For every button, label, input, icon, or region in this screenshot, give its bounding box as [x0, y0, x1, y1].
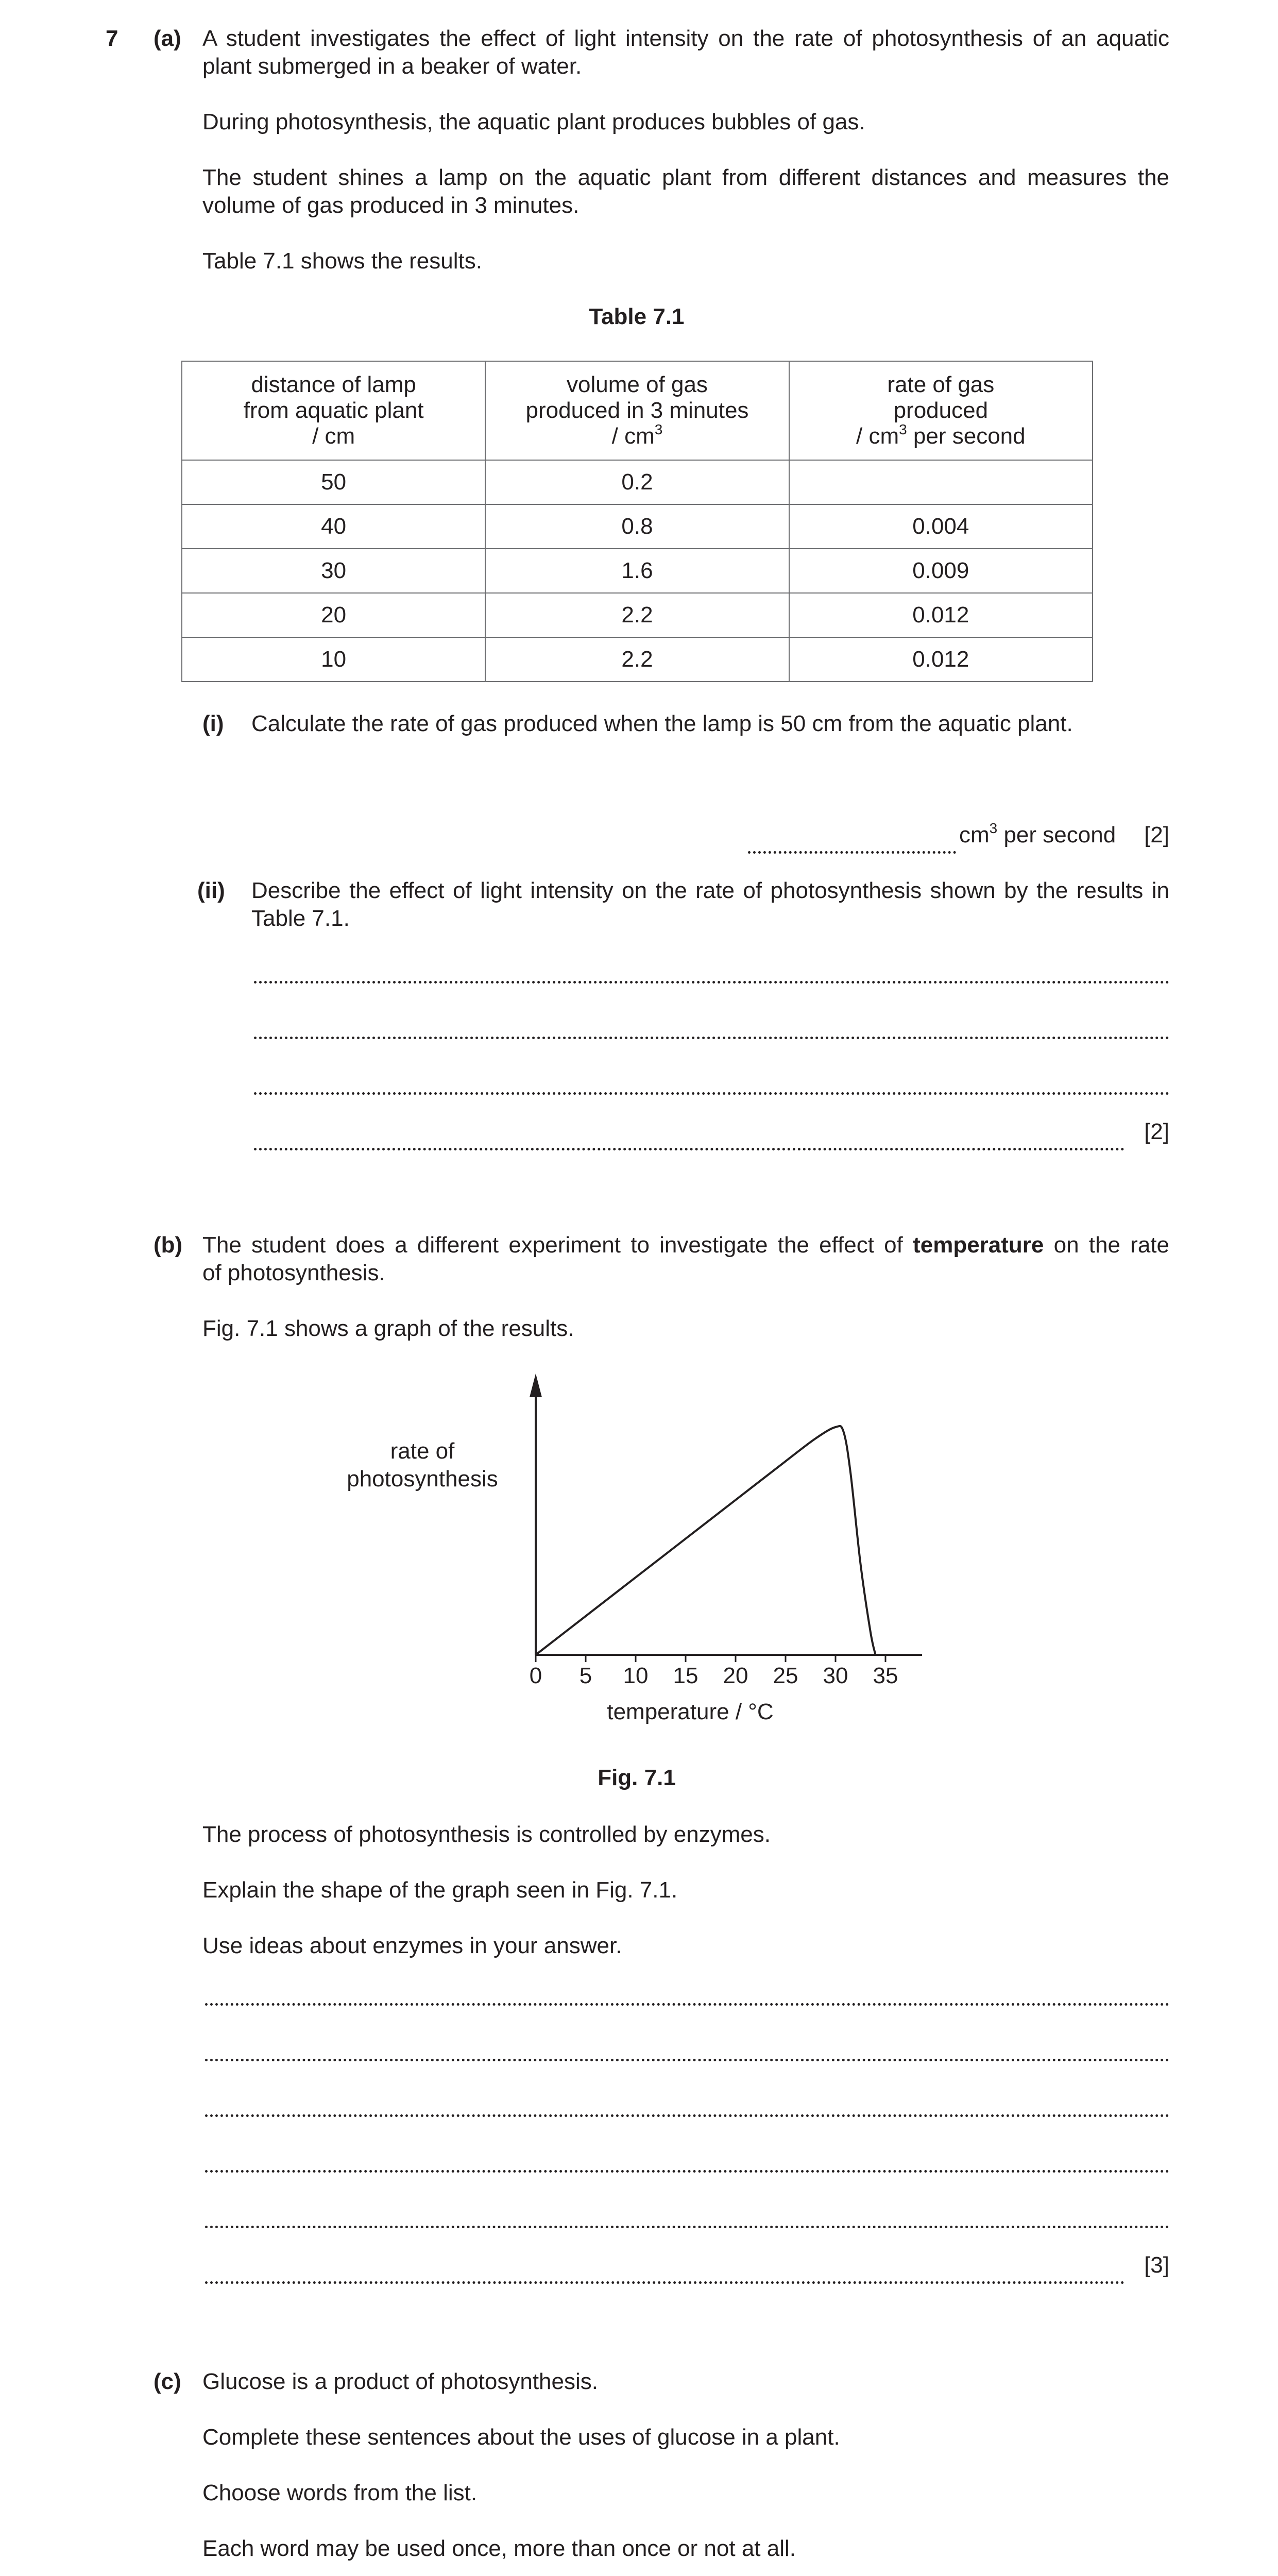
table-cell: 2.2 [485, 637, 789, 682]
table-cell: 10 [182, 637, 485, 682]
table-row [182, 460, 1093, 504]
part-a-ii-label: (ii) [197, 878, 225, 903]
part-a-para3 [202, 164, 1169, 219]
answer-line-a-i[interactable] [748, 851, 956, 854]
answer-line-a-ii-4[interactable] [254, 1148, 1124, 1150]
part-a-intro-line1: A student investigates the effect of light intensity on the rate of photosynthesis of an aquatic [202, 26, 1169, 51]
rate-curve [536, 1426, 876, 1655]
table-cell: 0.012 [789, 637, 1093, 682]
answer-line-b-4[interactable] [205, 2170, 1169, 2173]
x-tick-label: 10 [623, 1663, 649, 1688]
x-tick-label: 35 [873, 1663, 898, 1688]
graph-ylabel: rate of photosynthesis [347, 1438, 498, 1492]
part-a-ii-text: Describe the effect of light intensity on the rate of photosynthesis shown by the results in Table 7.1. [251, 878, 1169, 931]
answer-line-a-ii-1[interactable] [254, 981, 1169, 984]
header-rate: rate of gas produced / $cm^3$ per second [789, 361, 1093, 460]
table-header-row [182, 361, 1093, 460]
part-c-para3: Choose words from the list. [202, 2480, 478, 2505]
table-cell: 50 [182, 460, 485, 504]
table-cell: 30 [182, 549, 485, 593]
part-c-text: Glucose is a product of photosynthesis. [202, 2369, 598, 2394]
table-row [182, 637, 1093, 682]
graph-axes [530, 1374, 922, 1655]
header-distance: distance of lamp from aquatic plant / cm [182, 361, 485, 460]
table-cell: 2.2 [485, 593, 789, 637]
table-cell: 0.8 [485, 504, 789, 549]
part-b-para-explain: Explain the shape of the graph seen in Fig. 7.1. [202, 1877, 678, 1903]
part-b-para-use: Use ideas about enzymes in your answer. [202, 1933, 622, 1958]
marks-a-i: [2] [1144, 822, 1169, 848]
part-b-fig-intro: Fig. 7.1 shows a graph of the results. [202, 1316, 574, 1341]
table-cell: 1.6 [485, 549, 789, 593]
table-cell: 0.2 [485, 460, 789, 504]
x-tick-marks [536, 1655, 885, 1662]
marks-b: [3] [1144, 2252, 1169, 2278]
results-table [181, 361, 1093, 682]
table-row [182, 504, 1093, 549]
answer-line-b-2[interactable] [205, 2059, 1169, 2061]
y-axis-arrowhead [530, 1374, 542, 1397]
part-a-para3-line1: The student shines a lamp on the aquatic plant from different distances and measures the [202, 165, 1169, 190]
answer-line-b-1[interactable] [205, 2003, 1169, 2006]
x-tick-label: 30 [823, 1663, 848, 1688]
part-c-label: (c) [154, 2369, 181, 2394]
part-a-i-label: (i) [202, 711, 224, 736]
table-cell: 20 [182, 593, 485, 637]
part-c-para2: Complete these sentences about the uses of glucose in a plant. [202, 2425, 840, 2450]
table-row [182, 593, 1093, 637]
answer-line-b-3[interactable] [205, 2114, 1169, 2117]
answer-line-b-5[interactable] [205, 2226, 1169, 2228]
graph-xlabel: temperature / °C [607, 1699, 774, 1724]
part-b-text: The student does a different experiment to investigate the effect of temperature on the rate of photosynthesis. [202, 1232, 1169, 1285]
header-volume: volume of gas produced in 3 minutes / $cm^3$ [485, 361, 789, 460]
part-a-intro [202, 25, 1169, 80]
part-a-para3-line2: volume of gas produced in 3 minutes. [202, 193, 580, 218]
answer-line-a-ii-2[interactable] [254, 1037, 1169, 1039]
answer-line-a-ii-3[interactable] [254, 1092, 1169, 1095]
x-tick-label: 15 [673, 1663, 698, 1688]
answer-unit-a-i: $cm^3$ per second [959, 820, 1116, 848]
part-c-para4: Each word may be used once, more than once or not at all. [202, 2536, 796, 2561]
part-a-para2: During photosynthesis, the aquatic plant produces bubbles of gas. [202, 109, 865, 134]
part-a-i-text: Calculate the rate of gas produced when the lamp is 50 cm from the aquatic plant. [251, 711, 1073, 736]
question-number: 7 [106, 26, 118, 51]
x-tick-label: 20 [723, 1663, 748, 1688]
part-b-para-enzymes: The process of photosynthesis is controlled by enzymes. [202, 1822, 771, 1847]
part-a-label: (a) [154, 26, 181, 51]
answer-line-b-6[interactable] [205, 2281, 1124, 2284]
marks-a-ii: [2] [1144, 1119, 1169, 1144]
x-tick-label: 25 [773, 1663, 798, 1688]
x-tick-label: 5 [579, 1663, 592, 1688]
table-cell: 0.009 [789, 549, 1093, 593]
table-cell-answer-blank[interactable] [789, 460, 1093, 504]
table-caption: Table 7.1 [589, 304, 685, 329]
part-a-intro-line2: plant submerged in a beaker of water. [202, 54, 582, 79]
table-cell: 40 [182, 504, 485, 549]
x-tick-label: 0 [529, 1663, 542, 1688]
table-row [182, 549, 1093, 593]
part-b-label: (b) [154, 1232, 183, 1258]
figure-caption: Fig. 7.1 [598, 1765, 676, 1790]
part-a-para4: Table 7.1 shows the results. [202, 248, 482, 274]
table-cell: 0.012 [789, 593, 1093, 637]
table-cell: 0.004 [789, 504, 1093, 549]
